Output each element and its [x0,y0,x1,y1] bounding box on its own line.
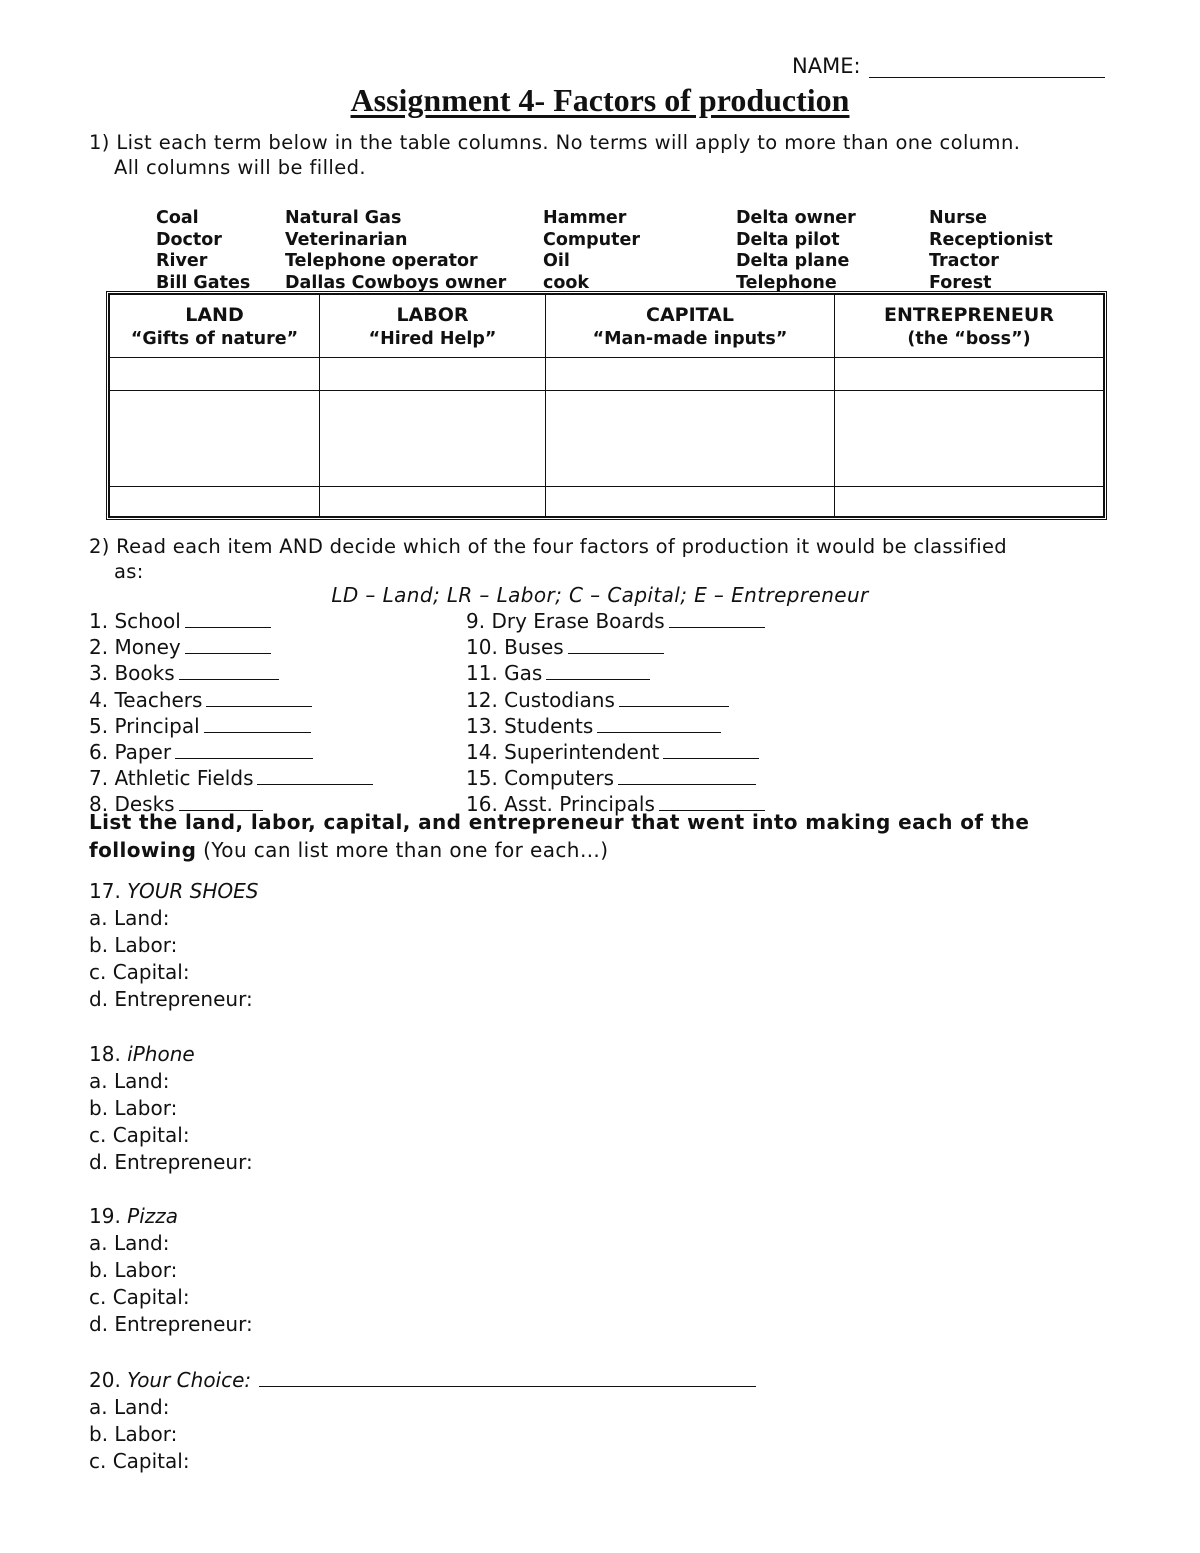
term-column [285,208,506,294]
answer-blank[interactable] [185,608,271,628]
answer-line: d. Entrepreneur: [89,987,253,1011]
list-item: 8. Desks [89,791,373,817]
table-cell[interactable] [546,487,835,517]
items-left-column [89,608,373,818]
header-entrepreneur: ENTREPRENEUR (the “boss”) [835,295,1104,358]
table-cell[interactable] [110,487,320,517]
term: Tractor [929,251,999,271]
answer-line: b. Labor: [89,933,178,957]
table-cell[interactable] [546,391,835,487]
list-instructions-bold: List the land, labor, capital, and entrepreneur that went into making each of the following [89,810,1030,862]
header-capital: CAPITAL “Man-made inputs” [546,295,835,358]
term-column [543,208,640,294]
answer-line: a. Land: [89,906,170,930]
term: Delta pilot [736,229,840,250]
your-choice-field[interactable] [259,1366,756,1387]
term: Forest [929,272,992,293]
answer-line: c. Capital: [89,1449,190,1473]
question-2-instructions [89,534,1119,584]
term: Natural Gas [285,208,402,228]
list-item: 6. Paper [89,739,373,765]
list-item: 15. Computers [466,765,765,791]
answer-blank[interactable] [179,660,279,680]
list-item: 7. Athletic Fields [89,765,373,791]
items-right-column [466,608,765,818]
answer-blank[interactable] [669,608,765,628]
term: cook [543,272,590,293]
answer-line: b. Labor: [89,1258,178,1282]
table-header-row [110,295,1104,358]
table-cell[interactable] [110,358,320,391]
table-row [110,358,1104,391]
answer-blank[interactable] [663,739,759,759]
list-item: 13. Students [466,713,765,739]
answer-line: d. Entrepreneur: [89,1312,253,1336]
question-1-instructions [89,130,1119,180]
term: Hammer [543,208,627,228]
list-item: 5. Principal [89,713,373,739]
table-row [110,391,1104,487]
term-column [156,208,250,294]
question-20 [89,1366,756,1475]
term: Telephone operator [285,251,478,271]
list-item: 16. Asst. Principals [466,791,765,817]
term: Nurse [929,208,988,228]
question-heading: 20. Your Choice: [89,1366,756,1394]
term: Veterinarian [285,229,408,250]
answer-line: b. Labor: [89,1096,178,1120]
answer-blank[interactable] [185,634,271,654]
term: Computer [543,229,640,250]
term: Dallas Cowboys owner [285,272,507,293]
factors-table [106,291,1107,520]
question-17 [89,878,258,1013]
list-item: 12. Custodians [466,687,765,713]
question-heading: 19. Pizza [89,1204,179,1228]
list-item: 14. Superintendent [466,739,765,765]
answer-line: a. Land: [89,1231,170,1255]
table-cell[interactable] [110,391,320,487]
table-cell[interactable] [320,487,546,517]
list-item: 1. School [89,608,373,634]
answer-line: b. Labor: [89,1422,178,1446]
answer-blank[interactable] [546,660,650,680]
answer-blank[interactable] [206,687,312,707]
term: River [156,251,208,271]
term: Oil [543,251,570,271]
term-column [929,208,1053,294]
table-cell[interactable] [835,391,1104,487]
table-cell[interactable] [320,391,546,487]
header-labor: LABOR “Hired Help” [320,295,546,358]
answer-blank[interactable] [204,713,311,733]
term: Receptionist [929,229,1053,250]
header-land: LAND “Gifts of nature” [110,295,320,358]
name-field[interactable] [869,55,1105,78]
answer-line: c. Capital: [89,960,190,984]
answer-line: d. Entrepreneur: [89,1150,253,1174]
question-19 [89,1203,253,1338]
term: Telephone [736,272,837,293]
answer-blank[interactable] [257,765,373,785]
term: Delta owner [736,208,856,228]
term: Coal [156,208,199,228]
answer-line: c. Capital: [89,1285,190,1309]
list-item: 2. Money [89,634,373,660]
answer-line: a. Land: [89,1395,170,1419]
answer-blank[interactable] [619,687,729,707]
table-cell[interactable] [835,487,1104,517]
question-heading: 18. iPhone [89,1042,195,1066]
table-cell[interactable] [320,358,546,391]
term: Doctor [156,229,222,250]
q2-line-2: as: [114,560,144,583]
table-cell[interactable] [546,358,835,391]
name-row [792,54,1105,78]
list-item: 4. Teachers [89,687,373,713]
term: Bill Gates [156,272,251,293]
table-cell[interactable] [835,358,1104,391]
list-item: 11. Gas [466,660,765,686]
answer-blank[interactable] [175,739,313,759]
question-18 [89,1041,253,1176]
question-heading: 17. YOUR SHOES [89,879,259,903]
classification-key: LD – Land; LR – Labor; C – Capital; E – Entrepreneur [331,583,869,607]
list-item: 10. Buses [466,634,765,660]
name-label: NAME: [792,54,861,78]
q1-line-2: All columns will be filled. [114,156,366,179]
answer-blank[interactable] [597,713,721,733]
answer-blank[interactable] [568,634,664,654]
list-item: 9. Dry Erase Boards [466,608,765,634]
list-instructions [89,808,1129,864]
list-item: 3. Books [89,660,373,686]
page-title: Assignment 4- Factors of production [350,82,850,118]
answer-line: c. Capital: [89,1123,190,1147]
q2-line-1: 2) Read each item AND decide which of the four factors of production it would be classified [89,535,1007,558]
answer-line: a. Land: [89,1069,170,1093]
term-column [736,208,856,294]
answer-blank[interactable] [618,765,756,785]
table-row [110,487,1104,517]
q1-line-1: 1) List each term below in the table columns. No terms will apply to more than one column. [89,131,1021,154]
list-instructions-note: (You can list more than one for each…) [196,838,609,862]
term: Delta plane [736,251,850,271]
